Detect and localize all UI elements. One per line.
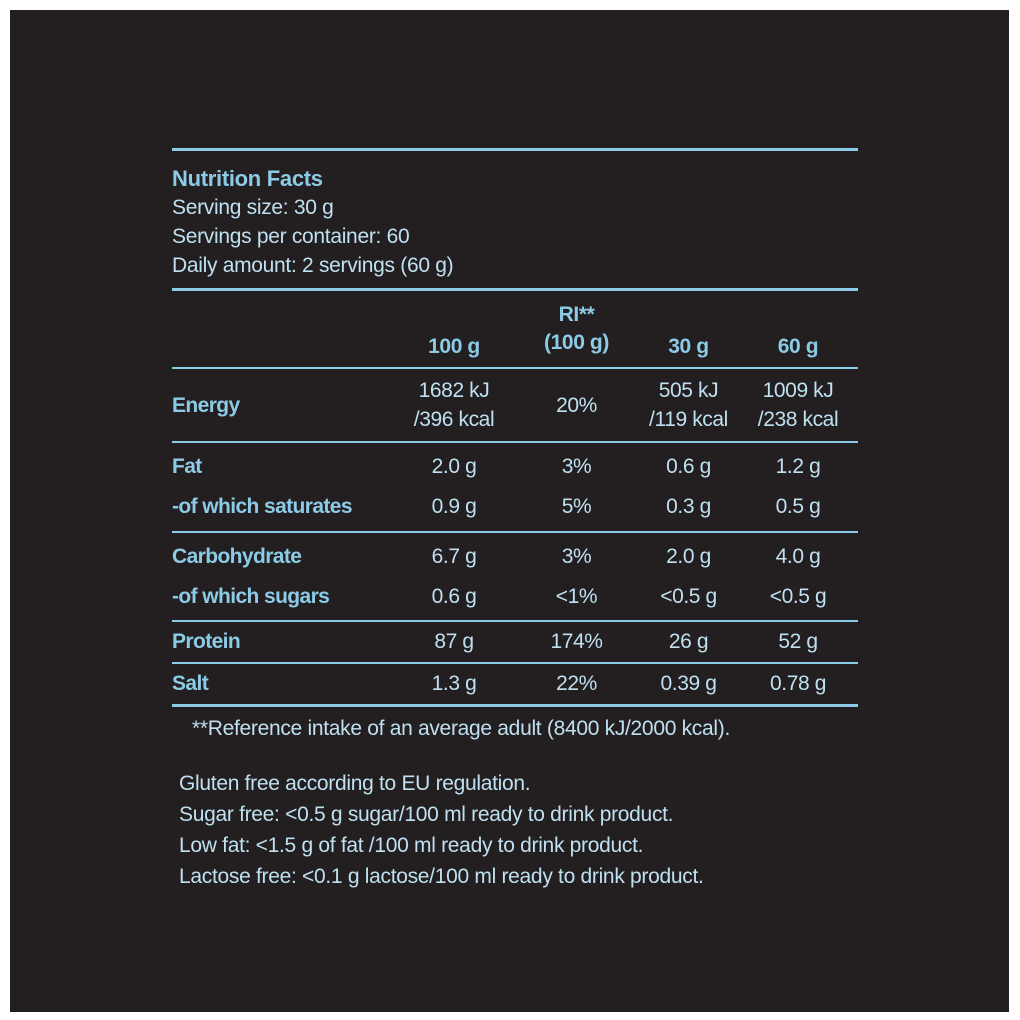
cell-100g: 0.6 g (431, 585, 477, 608)
nutrition-table (172, 291, 858, 704)
cell-ri: <1% (555, 585, 598, 608)
cell-30g: 26 g (668, 630, 709, 653)
energy-30g-kj: 505 kJ (658, 379, 719, 402)
row-label: -of which sugars (172, 585, 330, 608)
cell-ri: 20% (556, 393, 597, 417)
cell-30g: 0.6 g (666, 455, 711, 478)
cell-60g: 52 g (778, 630, 818, 653)
energy-100g-kcal: /396 kcal (413, 408, 495, 431)
cell-ri: 174% (550, 630, 603, 653)
header-30g (639, 291, 738, 367)
top-rule (172, 148, 858, 151)
cell-30g: 0.3 g (666, 495, 711, 518)
row-label: Fat (172, 455, 202, 478)
header-60g-label: 60 g (777, 335, 819, 358)
cell-60g (738, 369, 858, 441)
table-row-energy (172, 369, 858, 441)
cell-60g: 0.5 g (775, 495, 821, 518)
row-label: Salt (172, 672, 209, 695)
energy-30g-kcal: /119 kcal (649, 408, 728, 431)
reference-footnote: **Reference intake of an average adult (8400 kJ/2000 kcal). (192, 717, 730, 740)
cell-100g: 2.0 g (431, 455, 477, 478)
product-claims (172, 768, 858, 892)
cell-100g: 6.7 g (431, 545, 477, 568)
cell-ri: 3% (561, 455, 592, 478)
cell-100g: 1.3 g (431, 672, 477, 695)
table-row-sugars (172, 577, 858, 617)
header-100g (394, 291, 514, 367)
header-60g (738, 291, 858, 367)
cell-ri: 3% (561, 545, 592, 568)
cell-100g: 0.9 g (431, 495, 477, 518)
table-bottom-rule (172, 704, 858, 707)
claim-lactose-free: Lactose free: <0.1 g lactose/100 ml ready to drink product. (179, 865, 704, 888)
daily-amount: Daily amount: 2 servings (60 g) (172, 254, 454, 277)
energy-100g-kj: 1682 kJ (418, 379, 490, 402)
cell-100g (394, 369, 514, 441)
claim-gluten-free: Gluten free according to EU regulation. (179, 772, 531, 795)
row-label: Energy (172, 393, 240, 417)
row-label: Protein (172, 630, 241, 653)
serving-size: Serving size: 30 g (172, 196, 334, 219)
servings-per-container: Servings per container: 60 (172, 225, 410, 248)
table-row-protein (172, 622, 858, 662)
cell-60g: 1.2 g (775, 455, 821, 478)
serving-info (172, 193, 858, 280)
table-row-salt (172, 664, 858, 704)
header-ri-line1: RI** (558, 303, 595, 326)
table-row-saturates (172, 487, 858, 527)
header-empty (172, 291, 394, 367)
cell-60g: 4.0 g (775, 545, 821, 568)
header-ri (514, 291, 639, 367)
cell-100g: 87 g (434, 630, 474, 653)
row-label: Carbohydrate (172, 545, 302, 568)
header-ri-line2: (100 g) (544, 331, 609, 354)
cell-30g (639, 369, 738, 441)
nutrition-title: Nutrition Facts (172, 166, 323, 191)
cell-30g: <0.5 g (660, 585, 717, 608)
row-label: -of which saturates (172, 495, 352, 518)
table-header-row (172, 291, 858, 367)
energy-60g-kcal: /238 kcal (757, 408, 839, 431)
table-row-carbohydrate (172, 533, 858, 577)
cell-60g: 0.78 g (770, 672, 826, 695)
claim-sugar-free: Sugar free: <0.5 g sugar/100 ml ready to drink product. (179, 803, 674, 826)
cell-30g: 2.0 g (666, 545, 711, 568)
cell-ri: 22% (556, 672, 597, 695)
cell-ri: 5% (561, 495, 592, 518)
energy-60g-kj: 1009 kJ (762, 379, 834, 402)
nutrition-label (172, 148, 858, 892)
claim-low-fat: Low fat: <1.5 g of fat /100 ml ready to drink product. (179, 834, 644, 857)
header-100g-label: 100 g (428, 335, 480, 358)
cell-30g: 0.39 g (660, 672, 717, 695)
cell-60g: <0.5 g (769, 585, 827, 608)
header-30g-label: 30 g (668, 335, 709, 358)
table-row-fat (172, 443, 858, 487)
